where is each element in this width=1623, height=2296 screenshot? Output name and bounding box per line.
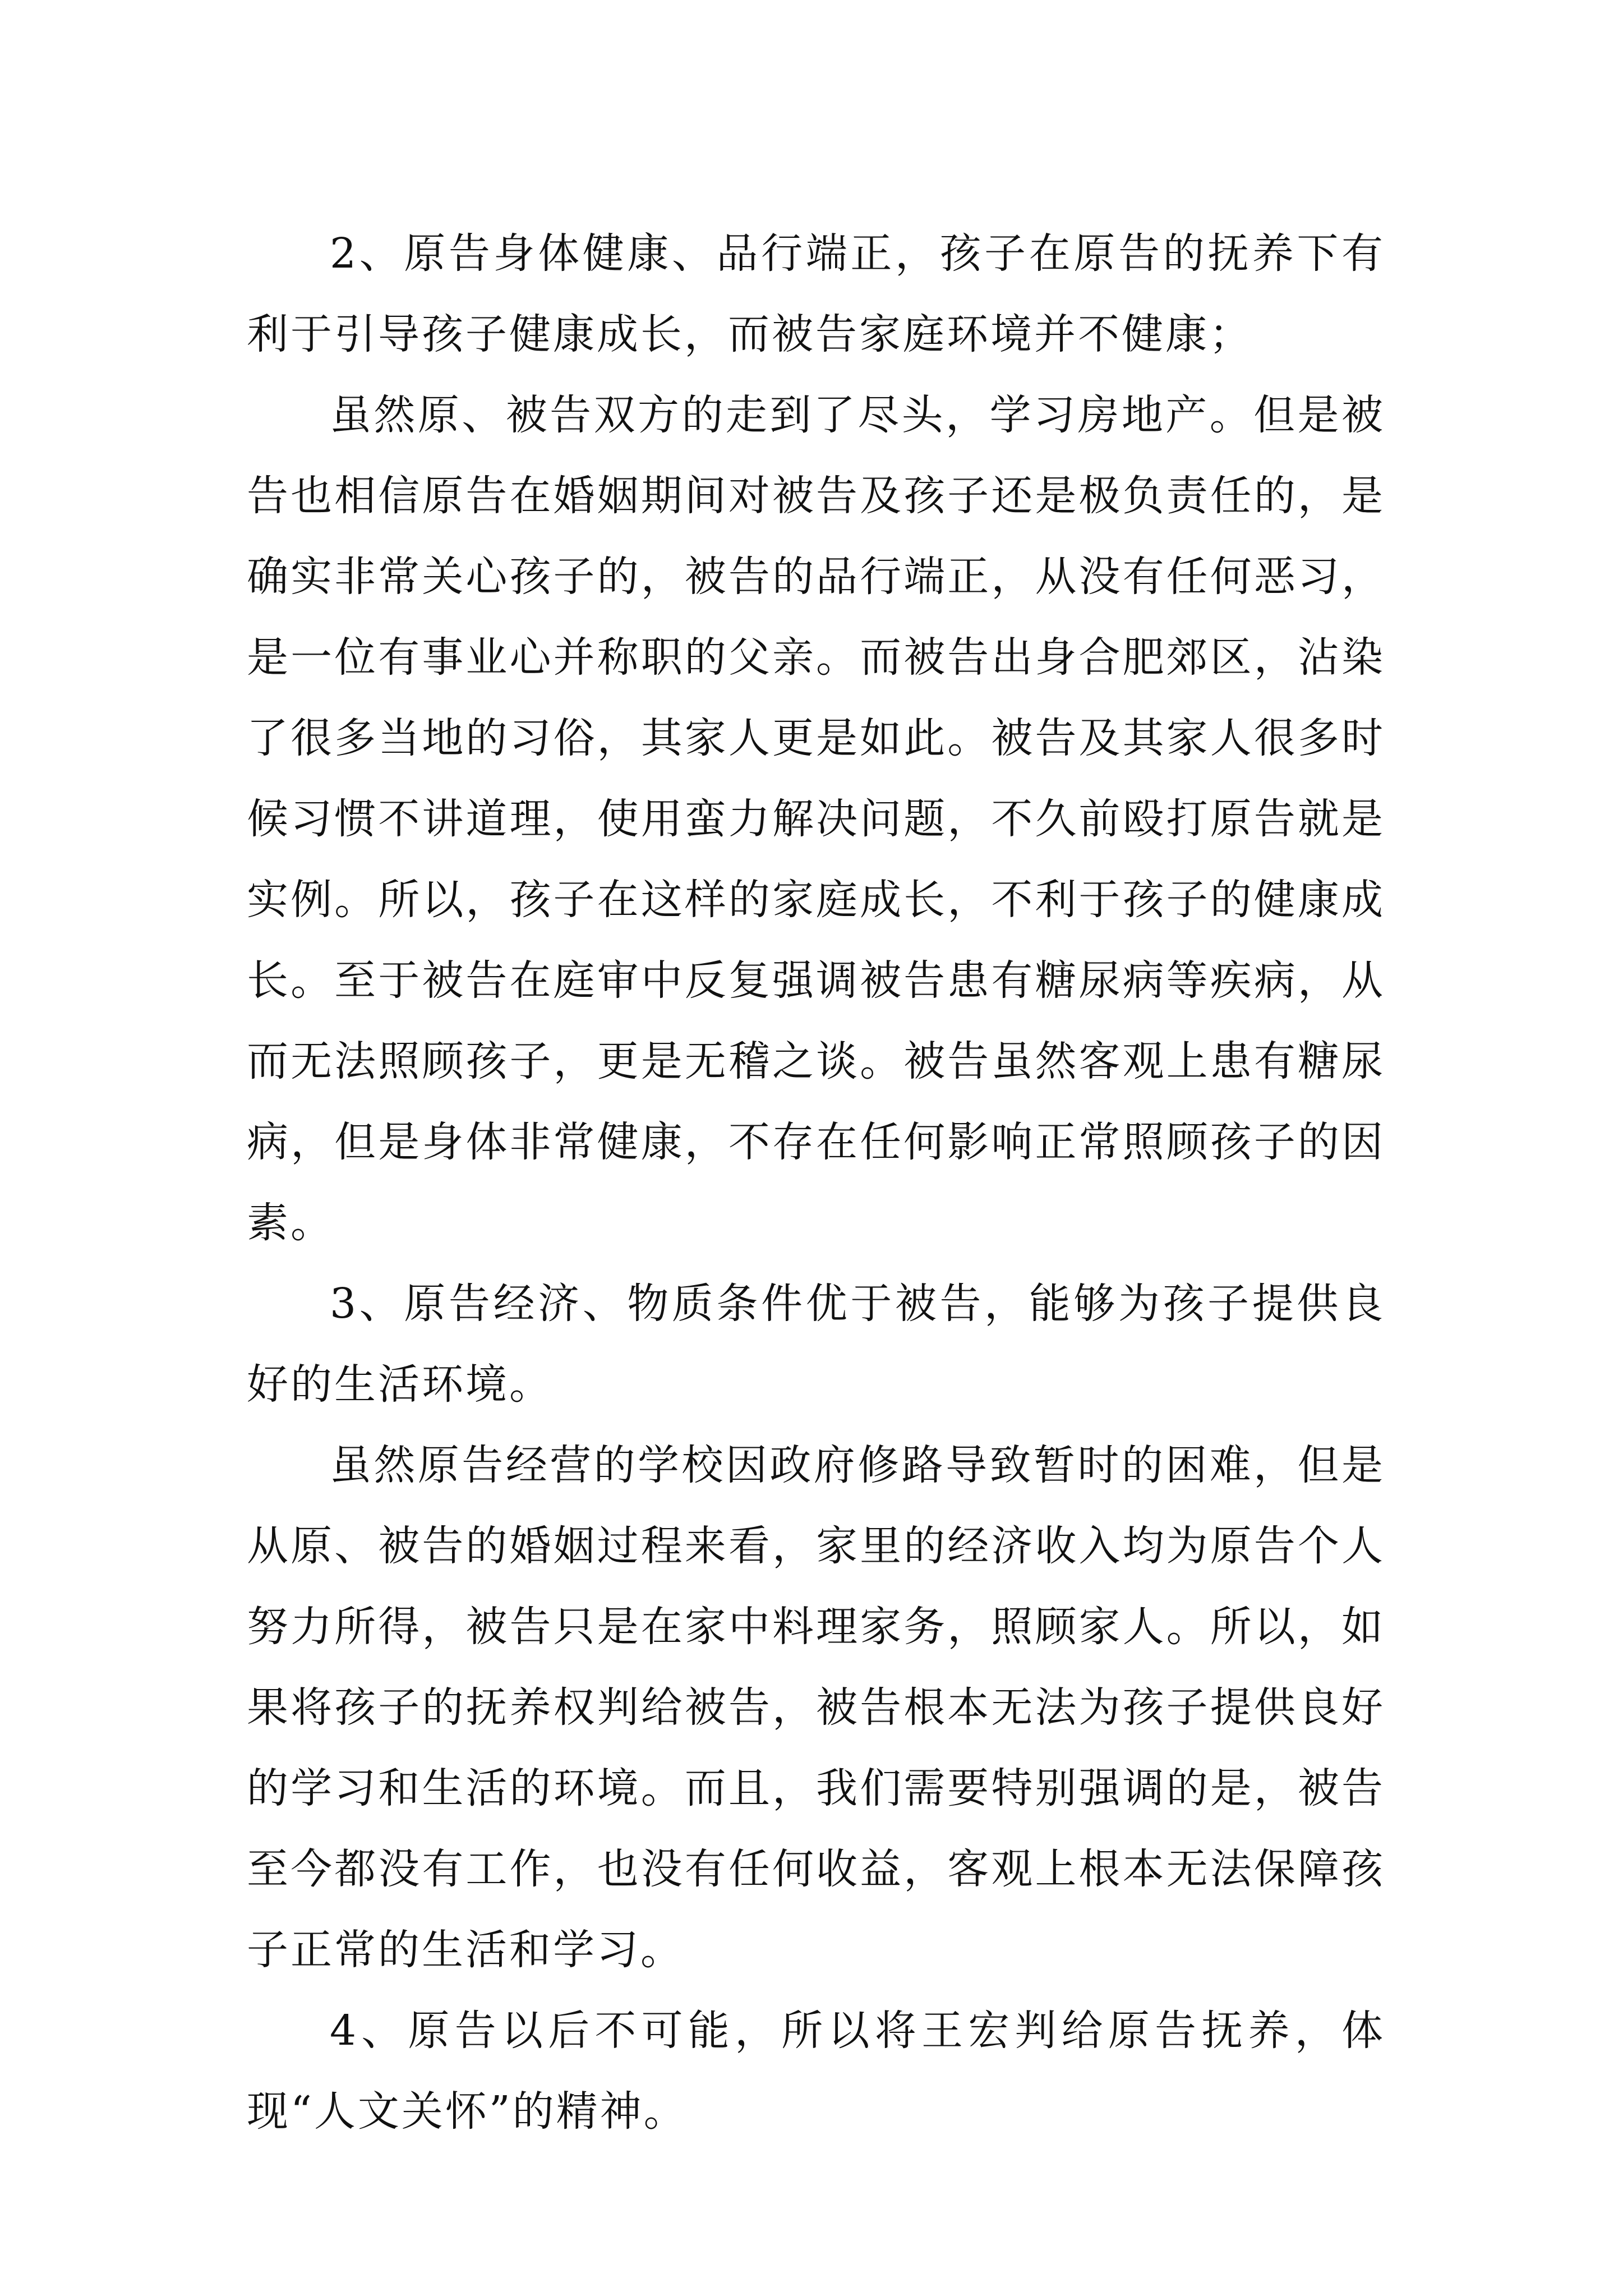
paragraph-point-4: 4、原告以后不可能，所以将王宏判给原告抚养，体现“人文关怀”的精神。 [247,2007,1385,2136]
document-body [247,213,1385,2152]
paragraph-point-2-detail: 虽然原、被告双方的走到了尽头，学习房地产。但是被告也相信原告在婚姻期间对被告及孩子还是极负责任的，是确实非常关心孩子的，被告的品行端正，从没有任何恶习，是一位有事业心并称职的父亲。而被告出身合肥郊区，沾染了很多当地的习俗，其家人更是如此。被告及其家人很多时候习惯不讲道理，使用蛮力解决问题，不久前殴打原告就是实例。所以，孩子在这样的家庭成长，不利于孩子的健康成长。至于被告在庭审中反复强调被告患有糖尿病等疾病，从而无法照顾孩子，更是无稽之谈。被告虽然客观上患有糖尿病，但是身体非常健康，不存在任何影响正常照顾孩子的因素。 [247,391,1385,1247]
paragraph-point-3-detail: 虽然原告经营的学校因政府修路导致暂时的困难，但是从原、被告的婚姻过程来看，家里的经济收入均为原告个人努力所得，被告只是在家中料理家务，照顾家人。所以，如果将孩子的抚养权判给被告，被告根本无法为孩子提供良好的学习和生活的环境。而且，我们需要特别强调的是，被告至今都没有工作，也没有任何收益，客观上根本无法保障孩子正常的生活和学习。 [247,1441,1385,1974]
paragraph-point-2: 2、原告身体健康、品行端正，孩子在原告的抚养下有利于引导孩子健康成长，而被告家庭环境并不健康； [247,229,1385,358]
paragraph-point-3: 3、原告经济、物质条件优于被告，能够为孩子提供良好的生活环境。 [247,1280,1385,1409]
